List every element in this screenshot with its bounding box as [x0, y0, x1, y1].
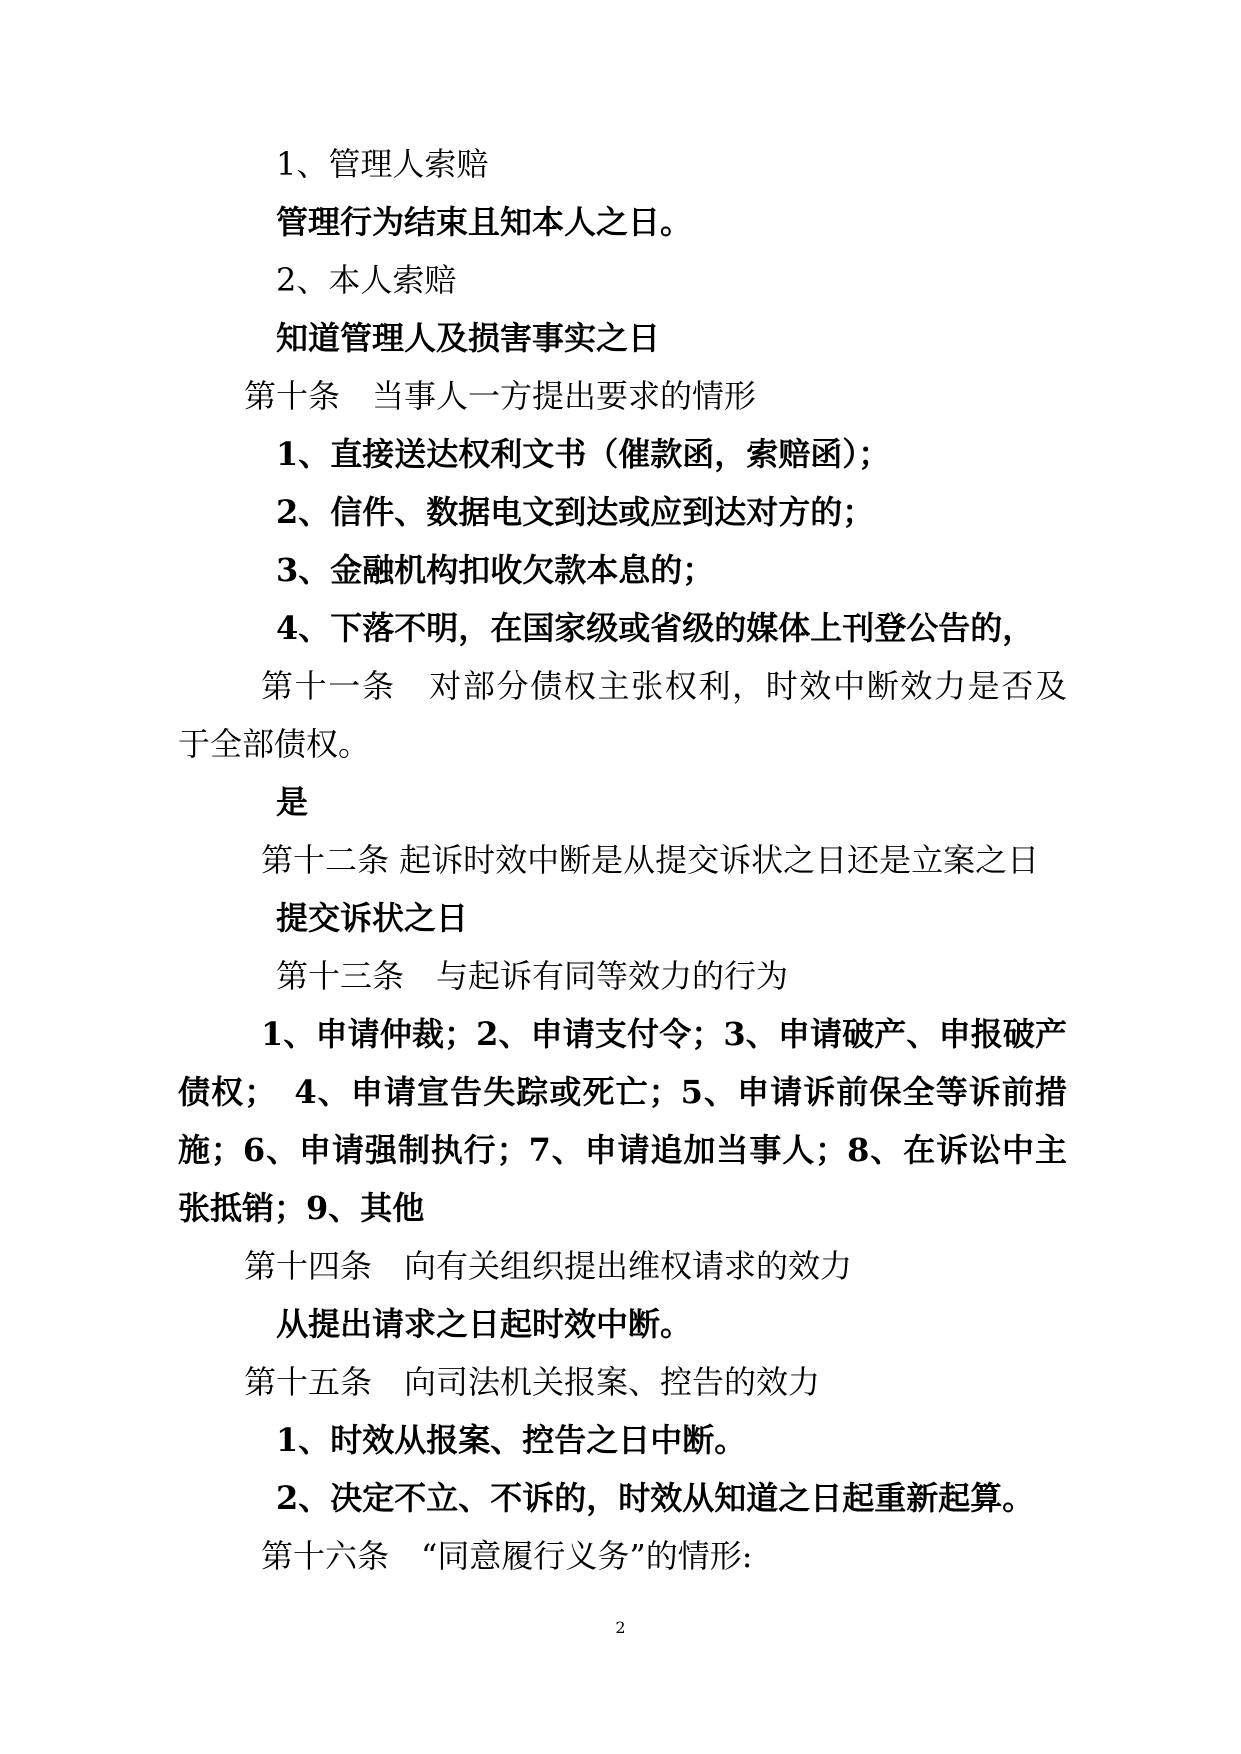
answer-paragraph-line: 张抵销；9、其他 — [178, 1189, 425, 1227]
document-body — [0, 135, 1241, 1585]
answer-text: 知道管理人及损害事实之日 — [276, 319, 661, 357]
list-item: 1、直接送达权利文书（催款函，索赔函）； — [276, 435, 891, 473]
list-item: 2、决定不立、不诉的，时效从知道之日起重新起算。 — [276, 1479, 1035, 1517]
list-item: 4、下落不明，在国家级或省级的媒体上刊登公告的， — [276, 609, 1035, 647]
answer-paragraph-line: 债权； 4、申请宣告失踪或死亡；5、申请诉前保全等诉前措 — [178, 1073, 1067, 1111]
article-heading: 第十四条 向有关组织提出维权请求的效力 — [244, 1247, 853, 1285]
answer-text: 管理行为结束且知本人之日。 — [276, 203, 693, 241]
list-item: 2、信件、数据电文到达或应到达对方的； — [276, 493, 875, 531]
article-heading: 第十一条 对部分债权主张权利，时效中断效力是否及 — [261, 667, 1067, 705]
answer-text: 从提出请求之日起时效中断。 — [276, 1305, 693, 1343]
article-heading: 第十二条 起诉时效中断是从提交诉状之日还是立案之日 — [261, 841, 1040, 879]
answer-paragraph-line: 施；6、申请强制执行；7、申请追加当事人；8、在诉讼中主 — [178, 1131, 1067, 1169]
article-heading: 第十六条 “同意履行义务”的情形: — [261, 1537, 753, 1575]
sub-heading: 1、管理人索赔 — [276, 145, 489, 183]
article-heading: 第十三条 与起诉有同等效力的行为 — [276, 957, 789, 995]
article-heading: 第十条 当事人一方提出要求的情形 — [244, 377, 757, 415]
article-heading: 第十五条 向司法机关报案、控告的效力 — [244, 1363, 821, 1401]
article-heading-continued: 于全部债权。 — [178, 725, 371, 763]
sub-heading: 2、本人索赔 — [276, 261, 457, 299]
list-item: 1、时效从报案、控告之日中断。 — [276, 1421, 747, 1459]
answer-paragraph-line: 1、申请仲裁；2、申请支付令；3、申请破产、申报破产 — [261, 1015, 1067, 1053]
list-item: 3、金融机构扣收欠款本息的； — [276, 551, 715, 589]
page-number: 2 — [615, 1618, 626, 1637]
answer-text: 是 — [276, 783, 309, 821]
answer-text: 提交诉状之日 — [276, 899, 469, 937]
